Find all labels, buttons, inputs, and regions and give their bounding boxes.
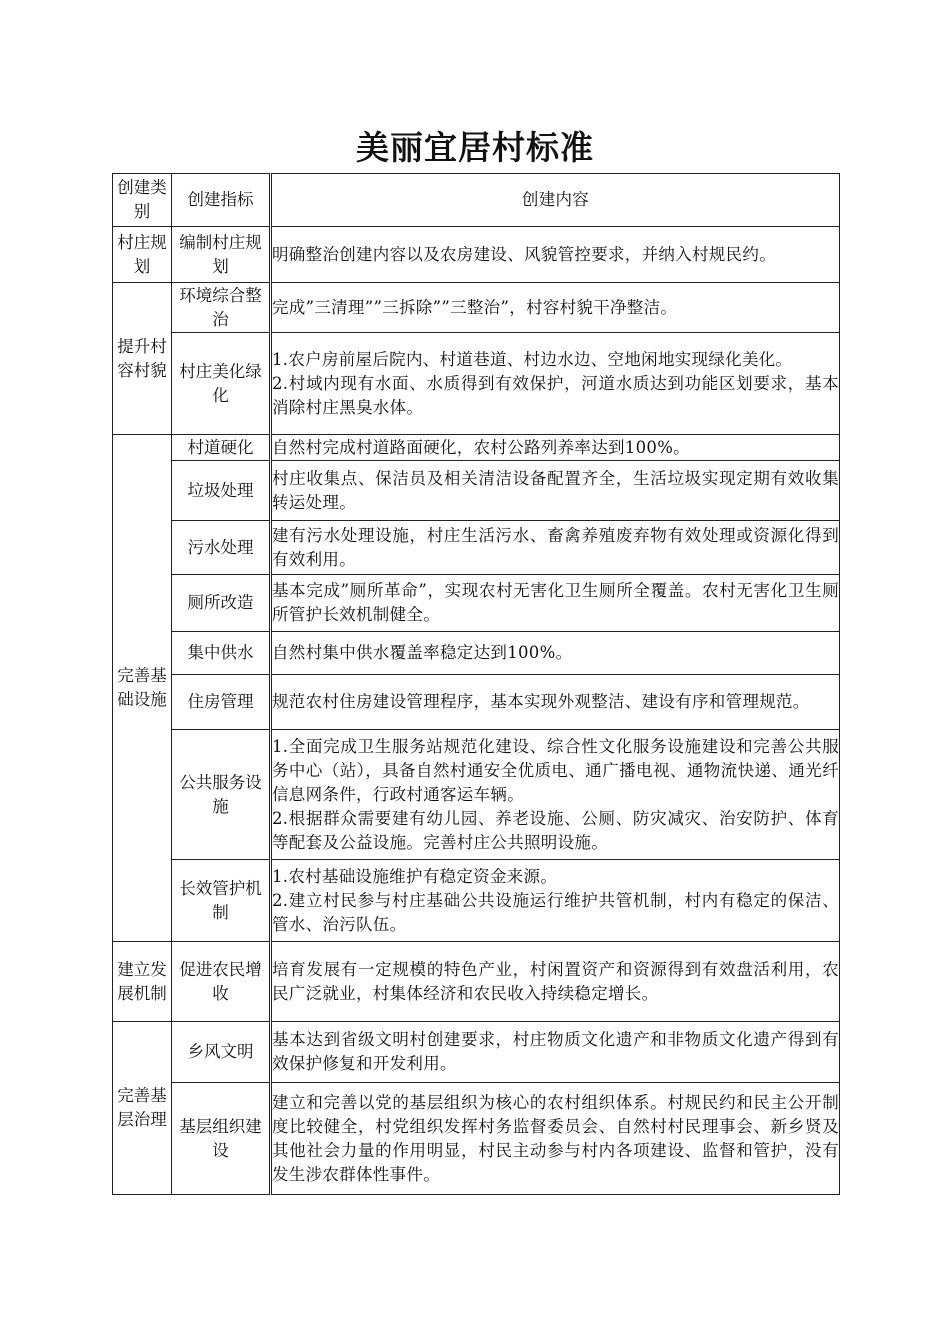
indicator-cell: 乡风文明 (172, 1022, 271, 1083)
content-cell (271, 730, 840, 860)
indicator-cell: 环境综合整治 (172, 283, 271, 333)
content-cell (271, 227, 840, 283)
indicator-cell: 垃圾处理 (172, 461, 271, 521)
content-cell (271, 1083, 840, 1195)
table-row (113, 461, 840, 521)
content-paragraph: 建有污水处理设施，村庄生活污水、畜禽养殖废弃物有效处理或资源化得到有效利用。 (272, 525, 839, 569)
table-row (113, 435, 840, 461)
table-row (113, 632, 840, 675)
content-paragraph: 1.农村基础设施维护有稳定资金来源。 (272, 866, 558, 886)
content-cell (271, 435, 840, 461)
category-cell: 村庄规划 (113, 227, 172, 283)
content-cell (271, 461, 840, 521)
content-cell (271, 575, 840, 632)
header-content: 创建内容 (271, 174, 840, 227)
content-cell (271, 942, 840, 1022)
indicator-cell: 村庄美化绿化 (172, 333, 271, 435)
table-row (113, 333, 840, 435)
indicator-cell: 基层组织建设 (172, 1083, 271, 1195)
standards-table (112, 173, 840, 1195)
content-cell (271, 521, 840, 575)
content-paragraph: 建立和完善以党的基层组织为核心的农村组织体系。村规民约和民主公开制度比较健全，村党组织发挥村务监督委员会、自然村村民理事会、新乡贤及其他社会力量的作用明显，村民主动参与村内各项建设、监督和管护，没有发生涉农群体性事件。 (272, 1092, 839, 1184)
content-paragraph: 自然村集中供水覆盖率稳定达到100%。 (272, 643, 573, 662)
content-paragraph: 基本达到省级文明村创建要求，村庄物质文化遗产和非物质文化遗产得到有效保护修复和开发利用。 (272, 1030, 839, 1073)
content-paragraph: 2.建立村民参与村庄基础公共设施运行维护共管机制，村内有稳定的保洁、管水、治污队伍。 (272, 890, 839, 934)
indicator-cell: 集中供水 (172, 632, 271, 675)
indicator-cell: 公共服务设施 (172, 730, 271, 860)
page-title: 美丽宜居村标准 (356, 128, 594, 167)
content-paragraph: 规范农村住房建设管理程序，基本实现外观整洁、建设有序和管理规范。 (272, 692, 810, 711)
category-cell: 完善基层治理 (113, 1022, 172, 1195)
header-indicator: 创建指标 (172, 174, 271, 227)
indicator-cell: 编制村庄规划 (172, 227, 271, 283)
content-cell (271, 283, 840, 333)
content-paragraph: 基本完成”厕所革命”，实现农村无害化卫生厕所全覆盖。农村无害化卫生厕所管护长效机制健全。 (272, 581, 839, 624)
content-paragraph: 完成”三清理””三拆除””三整治”，村容村貌干净整洁。 (272, 297, 678, 317)
table-row (113, 1022, 840, 1083)
table-row (113, 575, 840, 632)
content-cell (271, 333, 840, 435)
content-paragraph: 1.全面完成卫生服务站规范化建设、综合性文化服务设施建设和完善公共服务中心（站），具备自然村通安全优质电、通广播电视、通物流快递、通光纤信息网条件，行政村通客运车辆。 (272, 736, 839, 804)
table-row (113, 227, 840, 283)
content-paragraph: 2.根据群众需要建有幼儿园、养老设施、公厕、防灾减灾、治安防护、体育等配套及公益设施。完善村庄公共照明设施。 (272, 808, 839, 852)
content-paragraph: 1.农户房前屋后院内、村道巷道、村边水边、空地闲地实现绿化美化。 (272, 349, 793, 369)
indicator-cell: 长效管护机制 (172, 860, 271, 942)
table-header-row (113, 174, 840, 227)
table-row (113, 1083, 840, 1195)
content-paragraph: 村庄收集点、保洁员及相关清洁设备配置齐全，生活垃圾实现定期有效收集转运处理。 (272, 468, 839, 512)
table-row (113, 860, 840, 942)
table-row (113, 521, 840, 575)
indicator-cell: 污水处理 (172, 521, 271, 575)
content-paragraph: 培育发展有一定规模的特色产业，村闲置资产和资源得到有效盘活利用，农民广泛就业，村集体经济和农民收入持续稳定增长。 (272, 959, 839, 1003)
table-row (113, 730, 840, 860)
table-row (113, 283, 840, 333)
category-cell: 建立发展机制 (113, 942, 172, 1022)
table-row (113, 942, 840, 1022)
table-row (113, 675, 840, 730)
indicator-cell: 村道硬化 (172, 435, 271, 461)
indicator-cell: 厕所改造 (172, 575, 271, 632)
category-cell: 完善基础设施 (113, 435, 172, 942)
content-cell (271, 632, 840, 675)
content-cell (271, 1022, 840, 1083)
content-paragraph: 自然村完成村道路面硬化，农村公路列养率达到100%。 (272, 437, 690, 457)
header-category: 创建类别 (113, 174, 172, 227)
content-paragraph: 明确整治创建内容以及农房建设、风貌管控要求，并纳入村规民约。 (272, 244, 776, 264)
content-cell (271, 860, 840, 942)
content-paragraph: 2.村域内现有水面、水质得到有效保护，河道水质达到功能区划要求，基本消除村庄黑臭水体。 (272, 373, 839, 417)
category-cell: 提升村容村貌 (113, 283, 172, 435)
indicator-cell: 促进农民增收 (172, 942, 271, 1022)
content-cell (271, 675, 840, 730)
indicator-cell: 住房管理 (172, 675, 271, 730)
